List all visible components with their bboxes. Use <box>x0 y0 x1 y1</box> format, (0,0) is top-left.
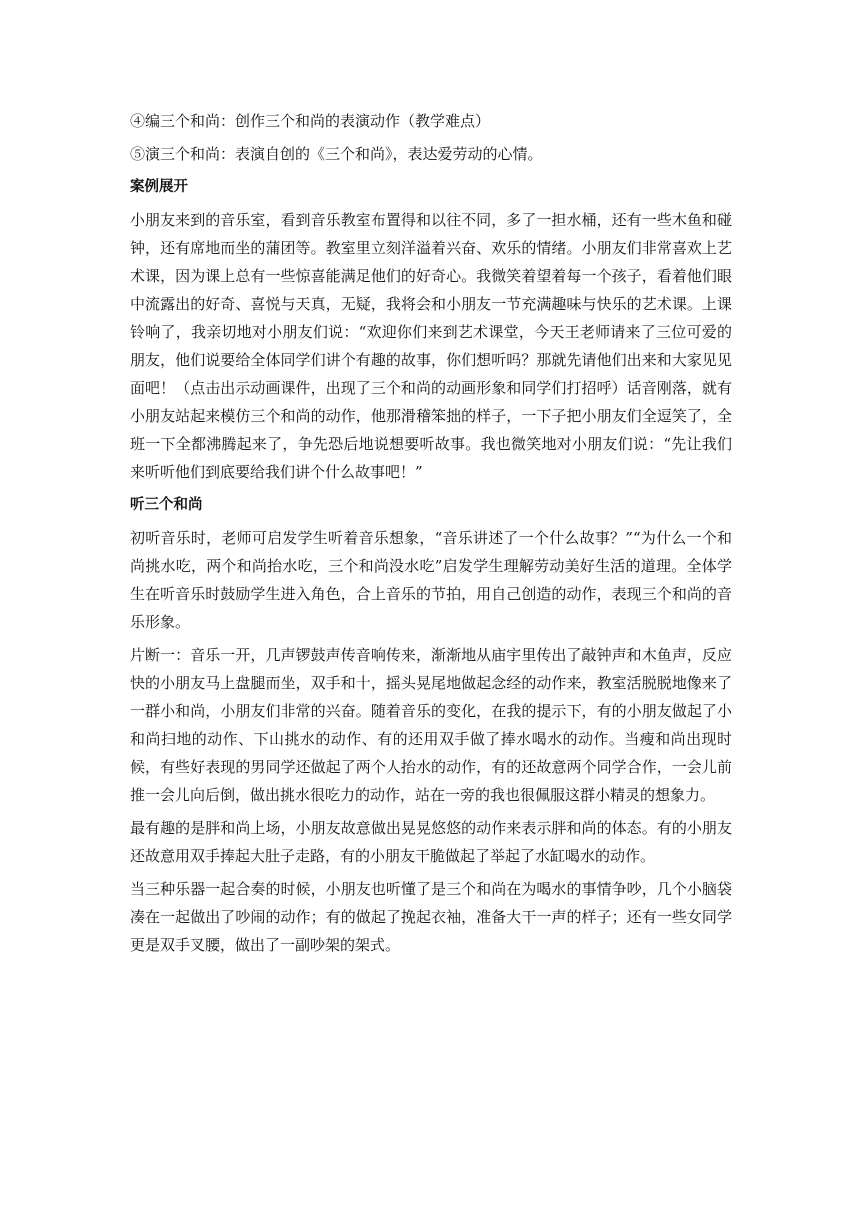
section-heading-listen: 听三个和尚 <box>130 497 203 513</box>
fat-monk-paragraph: 最有趣的是胖和尚上场，小朋友故意做出晃晃悠悠的动作来表示胖和尚的体态。有的小朋友还故意用双手捧起大肚子走路，有的小朋友干脆做起了举起了水缸喝水的动作。 <box>130 819 732 865</box>
objective-item-5: ⑤演三个和尚：表演自创的《三个和尚》，表达爱劳动的心情。 <box>130 145 543 163</box>
listen-intro-paragraph: 初听音乐时，老师可启发学生听着音乐想象，“音乐讲述了一个什么故事？”“为什么一个和尚挑水吃，两个和尚抬水吃，三个和尚没水吃”启发学生理解劳动美好生活的道理。全体学生在听音乐时鼓励学生进入角色，合上音乐的节拍，用自己创造的动作，表现三个和尚的音乐形象。 <box>130 529 732 631</box>
ensemble-paragraph: 当三种乐器一起合奏的时候，小朋友也听懂了是三个和尚在为喝水的事情争吵，几个小脑袋凑在一起做出了吵闹的动作；有的做起了挽起衣袖，准备大干一声的样子；还有一些女同学更是双手叉腰，做出了一副吵架的架式。 <box>130 880 732 954</box>
section-heading-case: 案例展开 <box>130 179 188 195</box>
objective-item-4: ④编三个和尚：创作三个和尚的表演动作（教学难点） <box>130 112 491 130</box>
segment-one-paragraph: 片断一：音乐一开，几声锣鼓声传音响传来，渐渐地从庙宇里传出了敲钟声和木鱼声，反应快的小朋友马上盘腿而坐，双手和十，摇头晃尾地做起念经的动作来，教室活脱脱地像来了一群小和尚，小朋友们非常的兴奋。随着音乐的变化，在我的提示下，有的小朋友做起了小和尚扫地的动作、下山挑水的动作、有的还用双手做了捧水喝水的动作。当瘦和尚出现时候，有些好表现的男同学还做起了两个人抬水的动作，有的还故意两个同学合作，一会儿前推一会儿向后倒，做出挑水很吃力的动作，站在一旁的我也很佩服这群小精灵的想象力。 <box>130 646 732 804</box>
document-page <box>130 107 732 964</box>
case-paragraph: 小朋友来到的音乐室，看到音乐教室布置得和以往不同，多了一担水桶，还有一些木鱼和碰钟，还有席地而坐的蒲团等。教室里立刻洋溢着兴奋、欢乐的情绪。小朋友们非常喜欢上艺术课，因为课上总有一些惊喜能满足他们的好奇心。我微笑着望着每一个孩子，看着他们眼中流露出的好奇、喜悦与天真，无疑，我将会和小朋友一节充满趣味与快乐的艺术课。上课铃响了，我亲切地对小朋友们说：“欢迎你们来到艺术课堂，今天王老师请来了三位可爱的朋友，他们说要给全体同学们讲个有趣的故事，你们想听吗？那就先请他们出来和大家见见面吧！（点击出示动画课件，出现了三个和尚的动画形象和同学们打招呼）话音刚落，就有小朋友站起来模仿三个和尚的动作，他那滑稽笨拙的样子，一下子把小朋友们全逗笑了，全班一下全都沸腾起来了，争先恐后地说想要听故事。我也微笑地对小朋友们说：“先让我们来听听他们到底要给我们讲个什么故事吧！” <box>130 211 732 481</box>
